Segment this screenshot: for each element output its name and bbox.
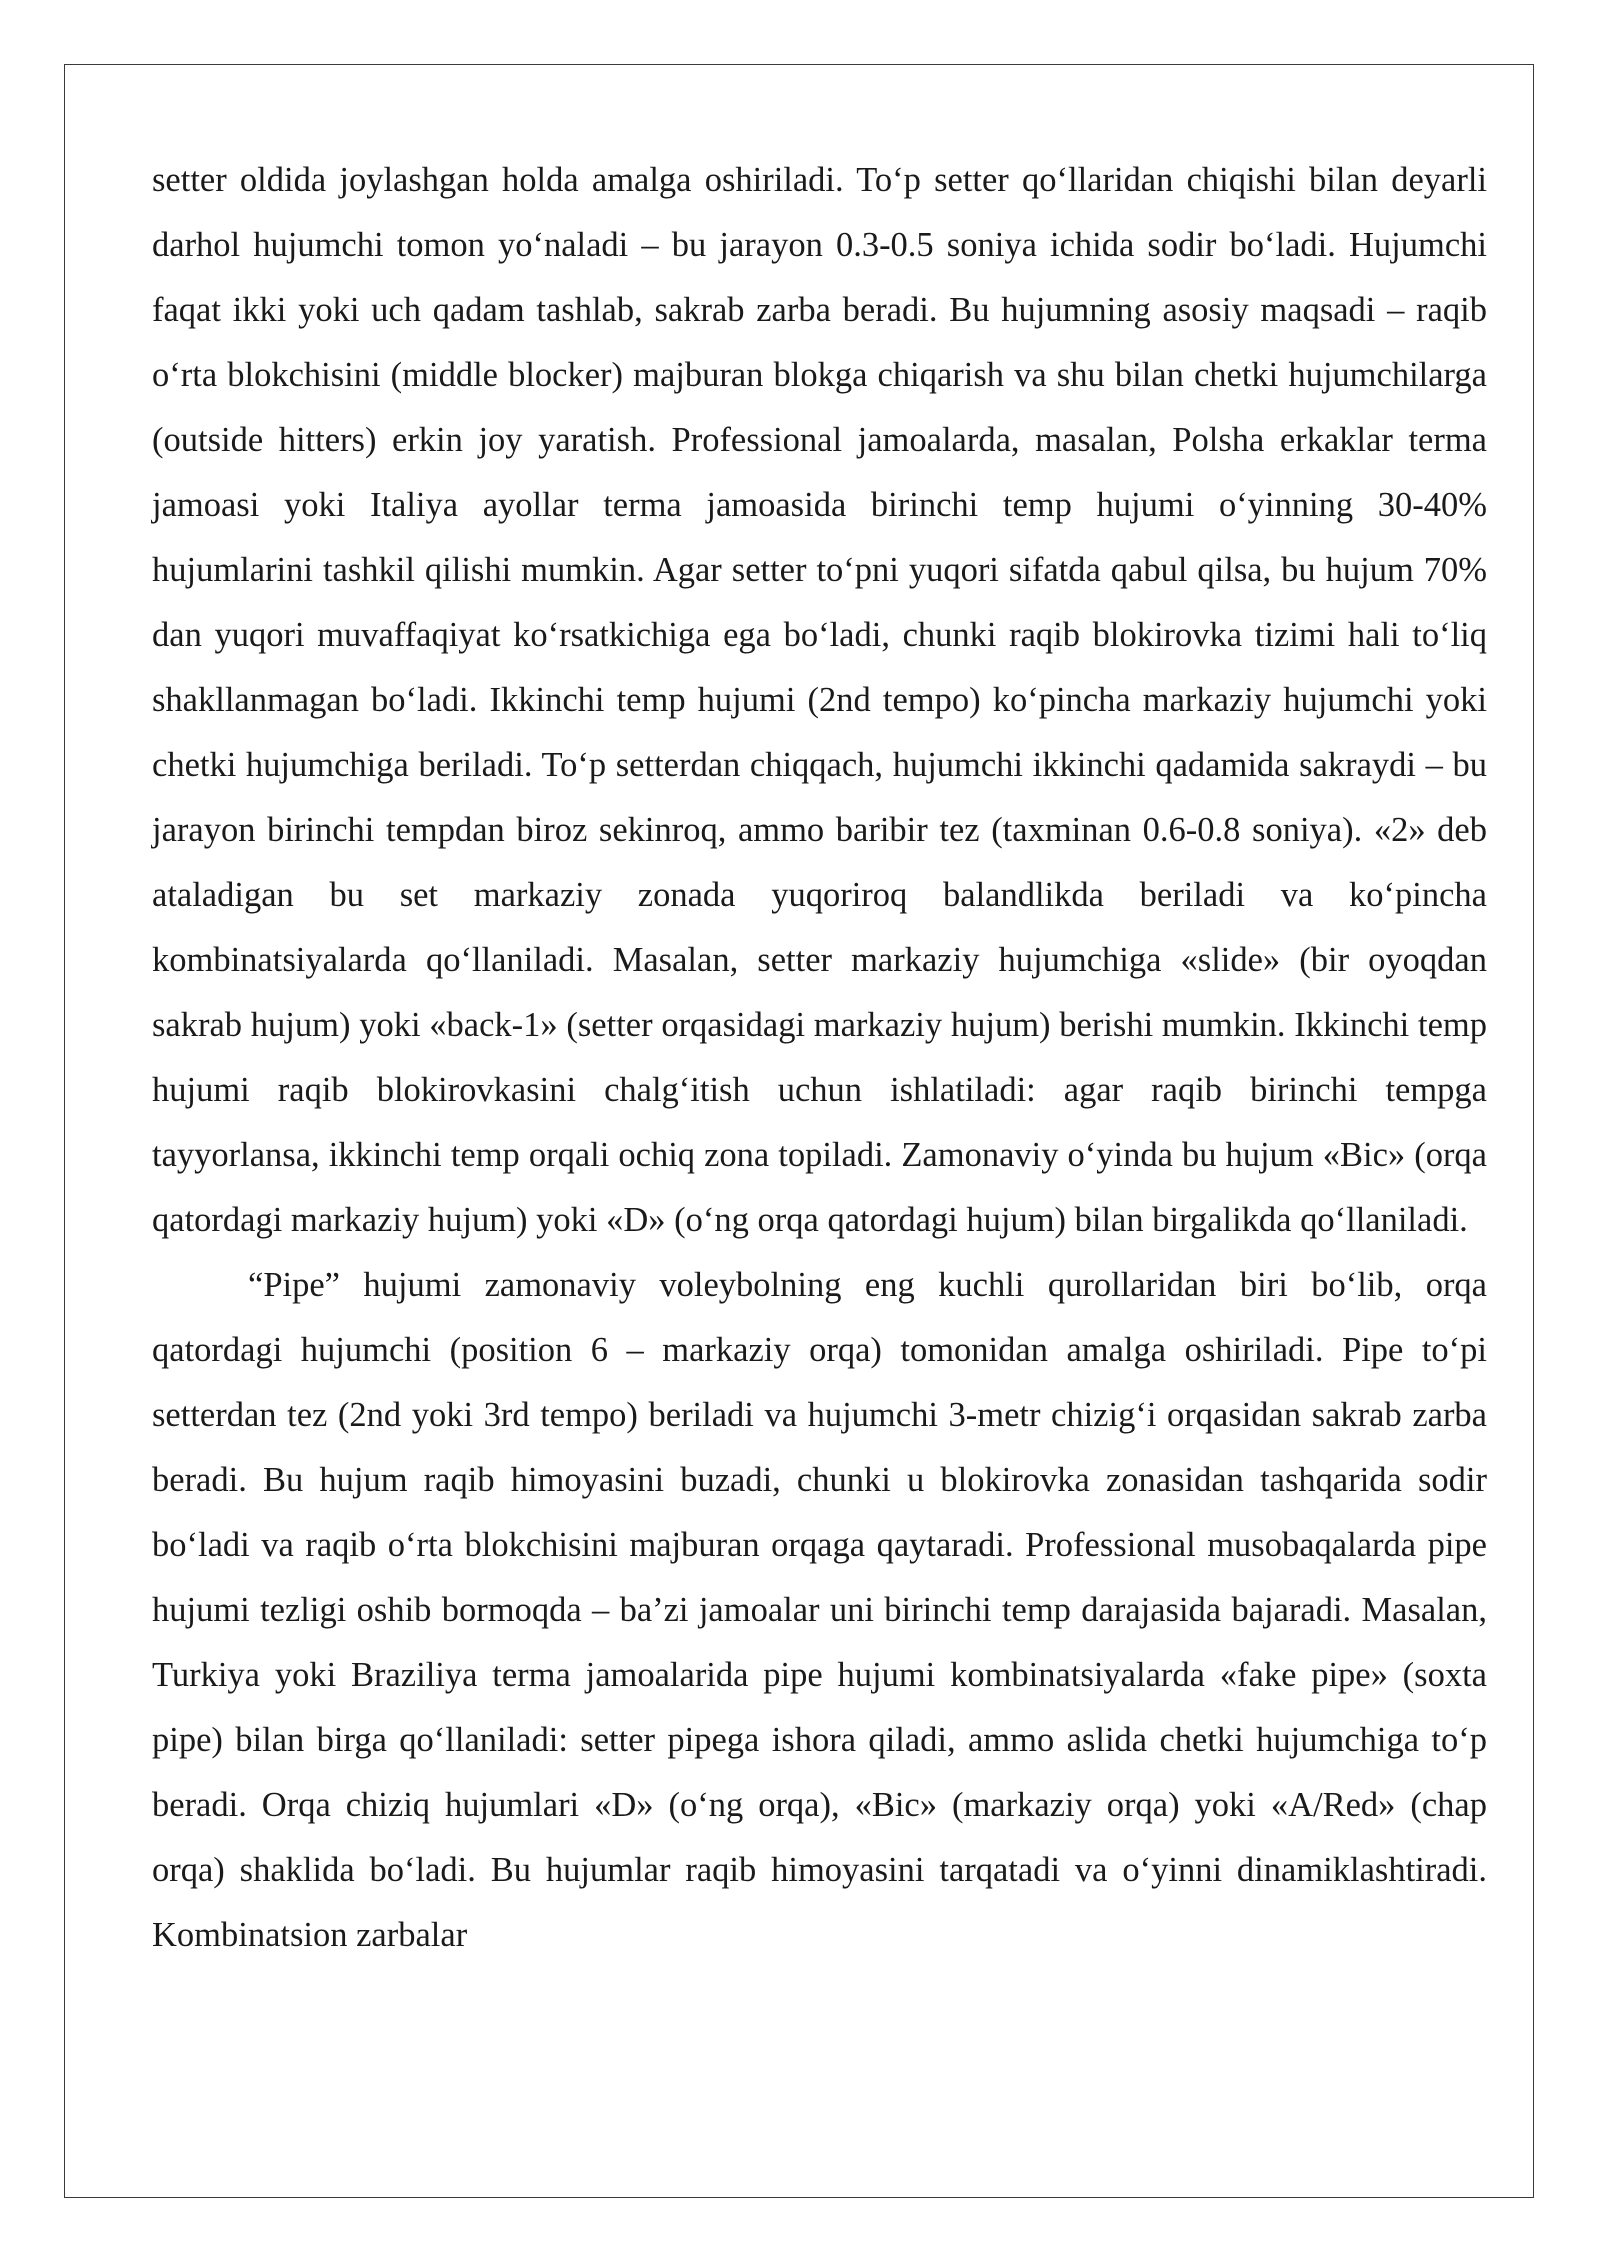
paragraph-first-temp-continuation: setter oldida joylashgan holda amalga oshiriladi. To‘p setter qo‘llaridan chiqishi bilan deyarli darhol hujumchi tomon yo‘naladi – bu jarayon 0.3-0.5 soniya ichida sodir bo‘ladi. Hujumchi faqat ikki yoki uch qadam tashlab, sakrab zarba beradi. Bu hujumning asosiy maqsadi – raqib o‘rta blokchisini (middle blocker) majburan blokga chiqarish va shu bilan chetki hujumchilarga (outside hitters) erkin joy yaratish. Professional jamoalarda, masalan, Polsha erkaklar terma jamoasi yoki Italiya ayollar terma jamoasida birinchi temp hujumi o‘yinning 30-40% hujumlarini tashkil qilishi mumkin. Agar setter to‘pni yuqori sifatda qabul qilsa, bu hujum 70% dan yuqori muvaffaqiyat ko‘rsatkichiga ega bo‘ladi, chunki raqib blokirovka tizimi hali to‘liq shakllanmagan bo‘ladi. Ikkinchi temp hujumi (2nd tempo) ko‘pincha markaziy hujumchi yoki chetki hujumchiga beriladi. To‘p setterdan chiqqach, hujumchi ikkinchi qadamida sakraydi – bu jarayon birinchi tempdan biroz sekinroq, ammo baribir tez (taxminan 0.6-0.8 soniya). «2» deb ataladigan bu set markaziy zonada yuqoriroq balandlikda beriladi va ko‘pincha kombinatsiyalarda qo‘llaniladi. Masalan, setter markaziy hujumchiga «slide» (bir oyoqdan sakrab hujum) yoki «back-1» (setter orqasidagi markaziy hujum) berishi mumkin. Ikkinchi temp hujumi raqib blokirovkasini chalg‘itish uchun ishlatiladi: agar raqib birinchi tempga tayyorlansa, ikkinchi temp orqali ochiq zona topiladi. Zamonaviy o‘yinda bu hujum «Bic» (orqa qatordagi markaziy hujum) yoki «D» (o‘ng orqa qatordagi hujum) bilan birgalikda qo‘llaniladi. [152,161,1487,1239]
document-body [152,148,1487,1968]
paragraph-pipe-attack: “Pipe” hujumi zamonaviy voleybolning eng kuchli qurollaridan biri bo‘lib, orqa qatordagi hujumchi (position 6 – markaziy orqa) tomonidan amalga oshiriladi. Pipe to‘pi setterdan tez (2nd yoki 3rd tempo) beriladi va hujumchi 3-metr chizig‘i orqasidan sakrab zarba beradi. Bu hujum raqib himoyasini buzadi, chunki u blokirovka zonasidan tashqarida sodir bo‘ladi va raqib o‘rta blokchisini majburan orqaga qaytaradi. Professional musobaqalarda pipe hujumi tezligi oshib bormoqda – ba’zi jamoalar uni birinchi temp darajasida bajaradi. Masalan, Turkiya yoki Braziliya terma jamoalarida pipe hujumi kombinatsiyalarda «fake pipe» (soxta pipe) bilan birga qo‘llaniladi: setter pipega ishora qiladi, ammo aslida chetki hujumchiga to‘p beradi. Orqa chiziq hujumlari «D» (o‘ng orqa), «Bic» (markaziy orqa) yoki «A/Red» (chap orqa) shaklida bo‘ladi. Bu hujumlar raqib himoyasini tarqatadi va o‘yinni dinamiklashtiradi. Kombinatsion zarbalar [152,1266,1487,1954]
